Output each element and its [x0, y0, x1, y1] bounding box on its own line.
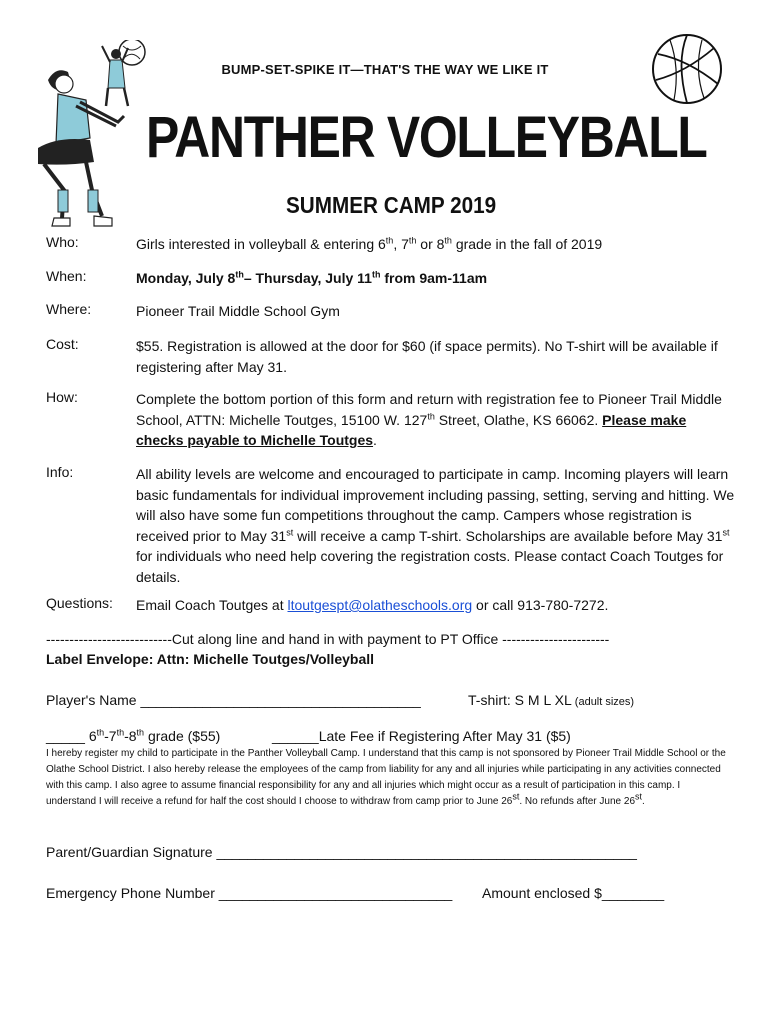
who-label: Who: — [46, 234, 79, 250]
page-title: PANTHER VOLLEYBALL — [146, 105, 707, 170]
tshirt-size-field[interactable]: T-shirt: S M L XL (adult sizes) — [468, 692, 635, 708]
cost-value: $55. Registration is allowed at the door for $60 (if space permits). No T-shirt will be available if registering after May 31. — [136, 338, 718, 375]
how-value: Complete the bottom portion of this form and return with registration fee to Pioneer Trail Middle School, ATTN: Michelle Toutges, 15100 W. 127th Street, Olathe, KS 66062. Please make checks payable to Michelle Toutges. — [136, 391, 722, 448]
questions-value: Email Coach Toutges at ltoutgespt@olatheschools.org or call 913-780-7272. — [136, 597, 609, 613]
info-value: All ability levels are welcome and encouraged to participate in camp. Incoming players will learn basic fundamentals for individual improvement including passing, setting, serving and hitting. We will also have some fun competitions throughout the camp. Campers whose registration is received prior to May 31st will receive a camp T-shirt. Scholarships are available before May 31st for individuals who need help covering the registration costs. Please contact Coach Toutges for details. — [136, 466, 735, 585]
info-label: Info: — [46, 464, 74, 480]
waiver-text: I hereby register my child to participate in the Panther Volleyball Camp. I understand that this camp is not sponsored by Pioneer Trail Middle School or the Olathe School District. I also hereby release the employees of the camp from liability for any and all injuries while participating in any activities connected with this camp. I also agree to assume financial responsibility for any and all injuries which might occur as a result of participation in this camp. I understand I will receive a refund for half the cost should I choose to withdraw from camp prior to June 26st. No refunds after June 26st. — [46, 748, 726, 807]
amount-enclosed-field[interactable]: Amount enclosed $________ — [482, 885, 665, 901]
cost-label: Cost: — [46, 336, 79, 352]
signature-field[interactable]: Parent/Guardian Signature ______________________________________________________ — [46, 844, 637, 860]
where-label: Where: — [46, 301, 92, 317]
emergency-phone-field[interactable]: Emergency Phone Number ______________________________ — [46, 885, 453, 901]
when-value: Monday, July 8th– Thursday, July 11th from 9am-11am — [136, 269, 488, 286]
checks-payable-note: Please make checks payable to Michelle Toutges — [136, 411, 687, 448]
tagline: BUMP-SET-SPIKE IT—THAT'S THE WAY WE LIKE IT — [221, 62, 549, 77]
email-link[interactable]: ltoutgespt@olatheschools.org — [287, 597, 473, 613]
envelope-label: Label Envelope: Attn: Michelle Toutges/Volleyball — [46, 651, 375, 667]
when-label: When: — [46, 268, 87, 284]
how-label: How: — [46, 389, 78, 405]
grade-fee-field[interactable]: _____ 6th-7th-8th grade ($55) — [46, 727, 221, 744]
cut-line: ---------------------------Cut along line and hand in with payment to PT Office ----------------------- — [46, 631, 610, 647]
questions-label: Questions: — [46, 595, 113, 611]
late-fee-field[interactable]: ______Late Fee if Registering After May 31 ($5) — [272, 728, 571, 744]
page-subtitle: SUMMER CAMP 2019 — [286, 192, 497, 218]
where-value: Pioneer Trail Middle School Gym — [136, 303, 340, 319]
player-name-field[interactable]: Player's Name ____________________________________ — [46, 692, 421, 708]
who-value: Girls interested in volleyball & entering 6th, 7th or 8th grade in the fall of 2019 — [136, 235, 603, 252]
